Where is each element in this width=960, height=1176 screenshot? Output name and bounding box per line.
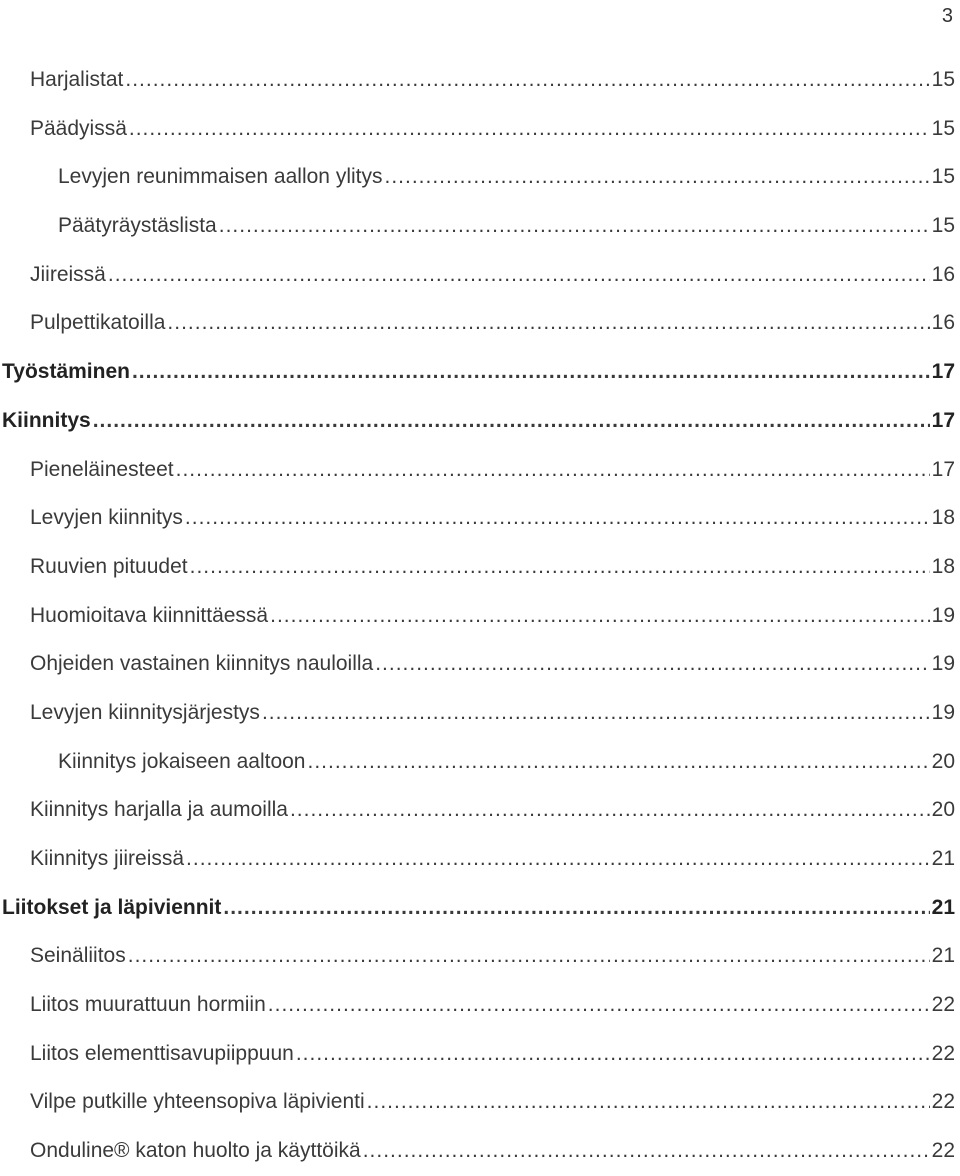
toc-entry-page: 21	[931, 944, 955, 968]
toc-entry[interactable]	[0, 348, 955, 397]
toc-leader-dots	[185, 494, 930, 543]
toc-entry-title: Seinäliitos	[30, 944, 126, 968]
toc-entry[interactable]	[0, 446, 955, 495]
toc-leader-dots	[219, 202, 930, 251]
toc-leader-dots	[108, 251, 930, 300]
toc-leader-dots	[367, 1078, 930, 1127]
toc-leader-dots	[308, 738, 930, 787]
toc-entry-page: 19	[931, 603, 955, 627]
toc-entry[interactable]	[0, 202, 955, 251]
toc-leader-dots	[375, 640, 929, 689]
toc-entry[interactable]	[0, 494, 955, 543]
toc-entry-title: Työstäminen	[2, 360, 130, 384]
toc-leader-dots	[270, 592, 930, 641]
toc-entry-page: 20	[931, 798, 955, 822]
toc-entry-page: 21	[931, 847, 955, 870]
toc-leader-dots	[290, 786, 930, 835]
toc-entry-page: 22	[931, 993, 955, 1017]
toc-leader-dots	[262, 689, 930, 738]
toc-entry-page: 17	[931, 360, 955, 384]
toc-leader-dots	[128, 932, 930, 981]
toc-entry-title: Liitos muurattuun hormiin	[30, 993, 266, 1017]
toc-leader-dots	[129, 105, 930, 154]
toc-leader-dots	[125, 56, 929, 105]
toc-entry-title: Huomioitava kiinnittäessä	[30, 603, 269, 627]
toc-entry-page: 18	[931, 554, 955, 578]
toc-entry-title: Levyjen reunimmaisen aallon ylitys	[58, 165, 383, 189]
toc-entry-title: Liitos elementtisavupiippuun	[30, 1041, 294, 1065]
toc-entry-page: 22	[931, 1139, 955, 1163]
toc-leader-dots	[223, 884, 929, 933]
toc-entry-page: 17	[931, 408, 955, 432]
toc-leader-dots	[93, 397, 930, 446]
toc-entry[interactable]	[0, 592, 955, 641]
toc-entry-title: Ohjeiden vastainen kiinnitys nauloilla	[30, 652, 374, 676]
toc-leader-dots	[190, 543, 930, 592]
toc-entry[interactable]	[0, 56, 955, 105]
table-of-contents	[0, 56, 955, 1176]
toc-entry[interactable]	[0, 640, 955, 689]
toc-leader-dots	[385, 153, 930, 202]
toc-leader-dots	[176, 446, 930, 495]
toc-entry[interactable]	[0, 689, 955, 738]
toc-leader-dots	[186, 835, 930, 884]
toc-entry-title: Kiinnitys	[2, 408, 91, 432]
toc-entry-title: Jiireissä	[30, 262, 106, 286]
toc-entry-page: 17	[931, 457, 955, 481]
toc-entry-page: 19	[931, 652, 955, 676]
toc-entry[interactable]	[0, 543, 955, 592]
toc-entry[interactable]	[0, 1127, 955, 1176]
toc-entry[interactable]	[0, 738, 955, 787]
page-number: 3	[941, 5, 953, 27]
toc-entry[interactable]	[0, 1078, 955, 1127]
toc-entry-page: 18	[931, 506, 955, 530]
toc-entry[interactable]	[0, 153, 955, 202]
toc-entry-title: Pulpettikatoilla	[30, 311, 166, 335]
toc-entry[interactable]	[0, 299, 955, 348]
toc-entry-title: Vilpe putkille yhteensopiva läpivienti	[30, 1090, 365, 1114]
toc-entry[interactable]	[0, 105, 955, 154]
toc-entry-title: Pieneläinesteet	[30, 457, 174, 481]
toc-entry-title: Levyjen kiinnitys	[30, 506, 183, 530]
toc-entry[interactable]	[0, 835, 955, 884]
toc-entry-page: 21	[931, 895, 955, 919]
toc-leader-dots	[296, 1030, 930, 1079]
toc-entry-page: 20	[931, 749, 955, 773]
toc-entry-page: 16	[931, 262, 955, 286]
toc-entry-page: 15	[931, 116, 955, 140]
toc-entry[interactable]	[0, 932, 955, 981]
toc-entry[interactable]	[0, 884, 955, 933]
toc-entry-page: 15	[931, 165, 955, 189]
toc-entry-title: Liitokset ja läpiviennit	[2, 895, 222, 919]
toc-entry-title: Kiinnitys jiireissä	[30, 847, 185, 870]
toc-leader-dots	[363, 1127, 930, 1176]
toc-entry-page: 16	[931, 311, 955, 335]
toc-entry-title: Onduline® katon huolto ja käyttöikä	[30, 1139, 361, 1163]
toc-entry-title: Kiinnitys jokaiseen aaltoon	[58, 749, 306, 773]
toc-entry-title: Kiinnitys harjalla ja aumoilla	[30, 798, 288, 822]
toc-entry[interactable]	[0, 981, 955, 1030]
toc-entry[interactable]	[0, 397, 955, 446]
toc-entry[interactable]	[0, 251, 955, 300]
toc-entry-page: 15	[931, 68, 955, 91]
toc-leader-dots	[132, 348, 930, 397]
toc-entry-title: Päätyräystäslista	[58, 214, 217, 238]
toc-entry-title: Levyjen kiinnitysjärjestys	[30, 700, 260, 724]
toc-entry[interactable]	[0, 1030, 955, 1079]
toc-entry-page: 22	[931, 1041, 955, 1065]
toc-leader-dots	[268, 981, 930, 1030]
toc-entry-title: Harjalistat	[30, 68, 124, 91]
toc-leader-dots	[167, 299, 929, 348]
toc-entry[interactable]	[0, 786, 955, 835]
toc-entry-title: Ruuvien pituudet	[30, 554, 188, 578]
toc-entry-page: 19	[931, 700, 955, 724]
toc-entry-title: Päädyissä	[30, 116, 127, 140]
toc-entry-page: 22	[931, 1090, 955, 1114]
toc-entry-page: 15	[931, 214, 955, 238]
